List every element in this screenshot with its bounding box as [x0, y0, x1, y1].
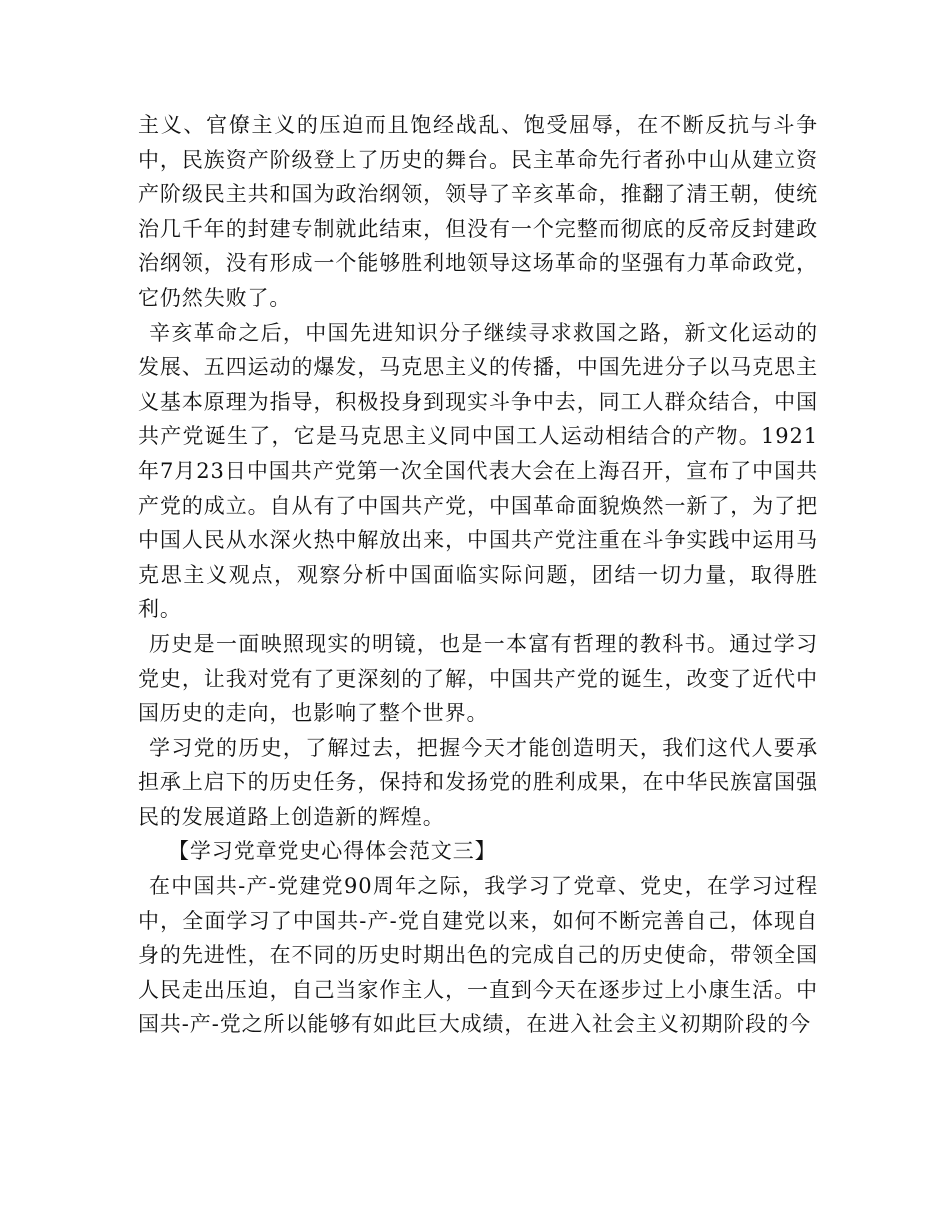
paragraph-4: 学习党的历史，了解过去，把握今天才能创造明天，我们这代人要承担承上启下的历史任务，保持和发扬党的胜利成果，在中华民族富国强民的发展道路上创造新的辉煌。 [138, 735, 818, 829]
paragraph-3: 历史是一面映照现实的明镜，也是一本富有哲理的教科书。通过学习党史，让我对党有了更深刻的了解，中国共产党的诞生，改变了近代中国历史的走向，也影响了整个世界。 [138, 631, 818, 726]
paragraph-2: 辛亥革命之后，中国先进知识分子继续寻求救国之路，新文化运动的发展、五四运动的爆发，马克思主义的传播，中国先进分子以马克思主义基本原理为指导，积极投身到现实斗争中去，同工人群众结合，中国共产党诞生了，它是马克思主义同中国工人运动相结合的产物。1921年7月23日中国共产党第一次全国代表大会在上海召开，宣布了中国共产党的成立。自从有了中国共产党，中国革命面貌焕然一新了，为了把中国人民从水深火热中解放出来，中国共产党注重在斗争实践中运用马克思主义观点，观察分析中国面临实际问题，团结一切力量，取得胜利。 [138, 320, 818, 622]
paragraph-5: 在中国共-产-党建党90周年之际，我学习了党章、党史，在学习过程中，全面学习了中国共-产-党自建党以来，如何不断完善自己，体现自身的先进性，在不同的历史时期出色的完成自己的历史使命，带领全国人民走出压迫，自己当家作主人，一直到今天在逐步过上小康生活。中国共-产-党之所以能够有如此巨大成绩，在进入社会主义初期阶段的今 [138, 874, 818, 1037]
document-body [138, 108, 818, 1042]
paragraph-1: 主义、官僚主义的压迫而且饱经战乱、饱受屈辱，在不断反抗与斗争中，民族资产阶级登上了历史的舞台。民主革命先行者孙中山从建立资产阶级民主共和国为政治纲领，领导了辛亥革命，推翻了清王朝，使统治几千年的封建专制就此结束，但没有一个完整而彻底的反帝反封建政治纲领，没有形成一个能够胜利地领导这场革命的坚强有力革命政党，它仍然失败了。 [138, 113, 818, 310]
section-heading: 【学习党章党史心得体会范文三】 [168, 839, 497, 864]
